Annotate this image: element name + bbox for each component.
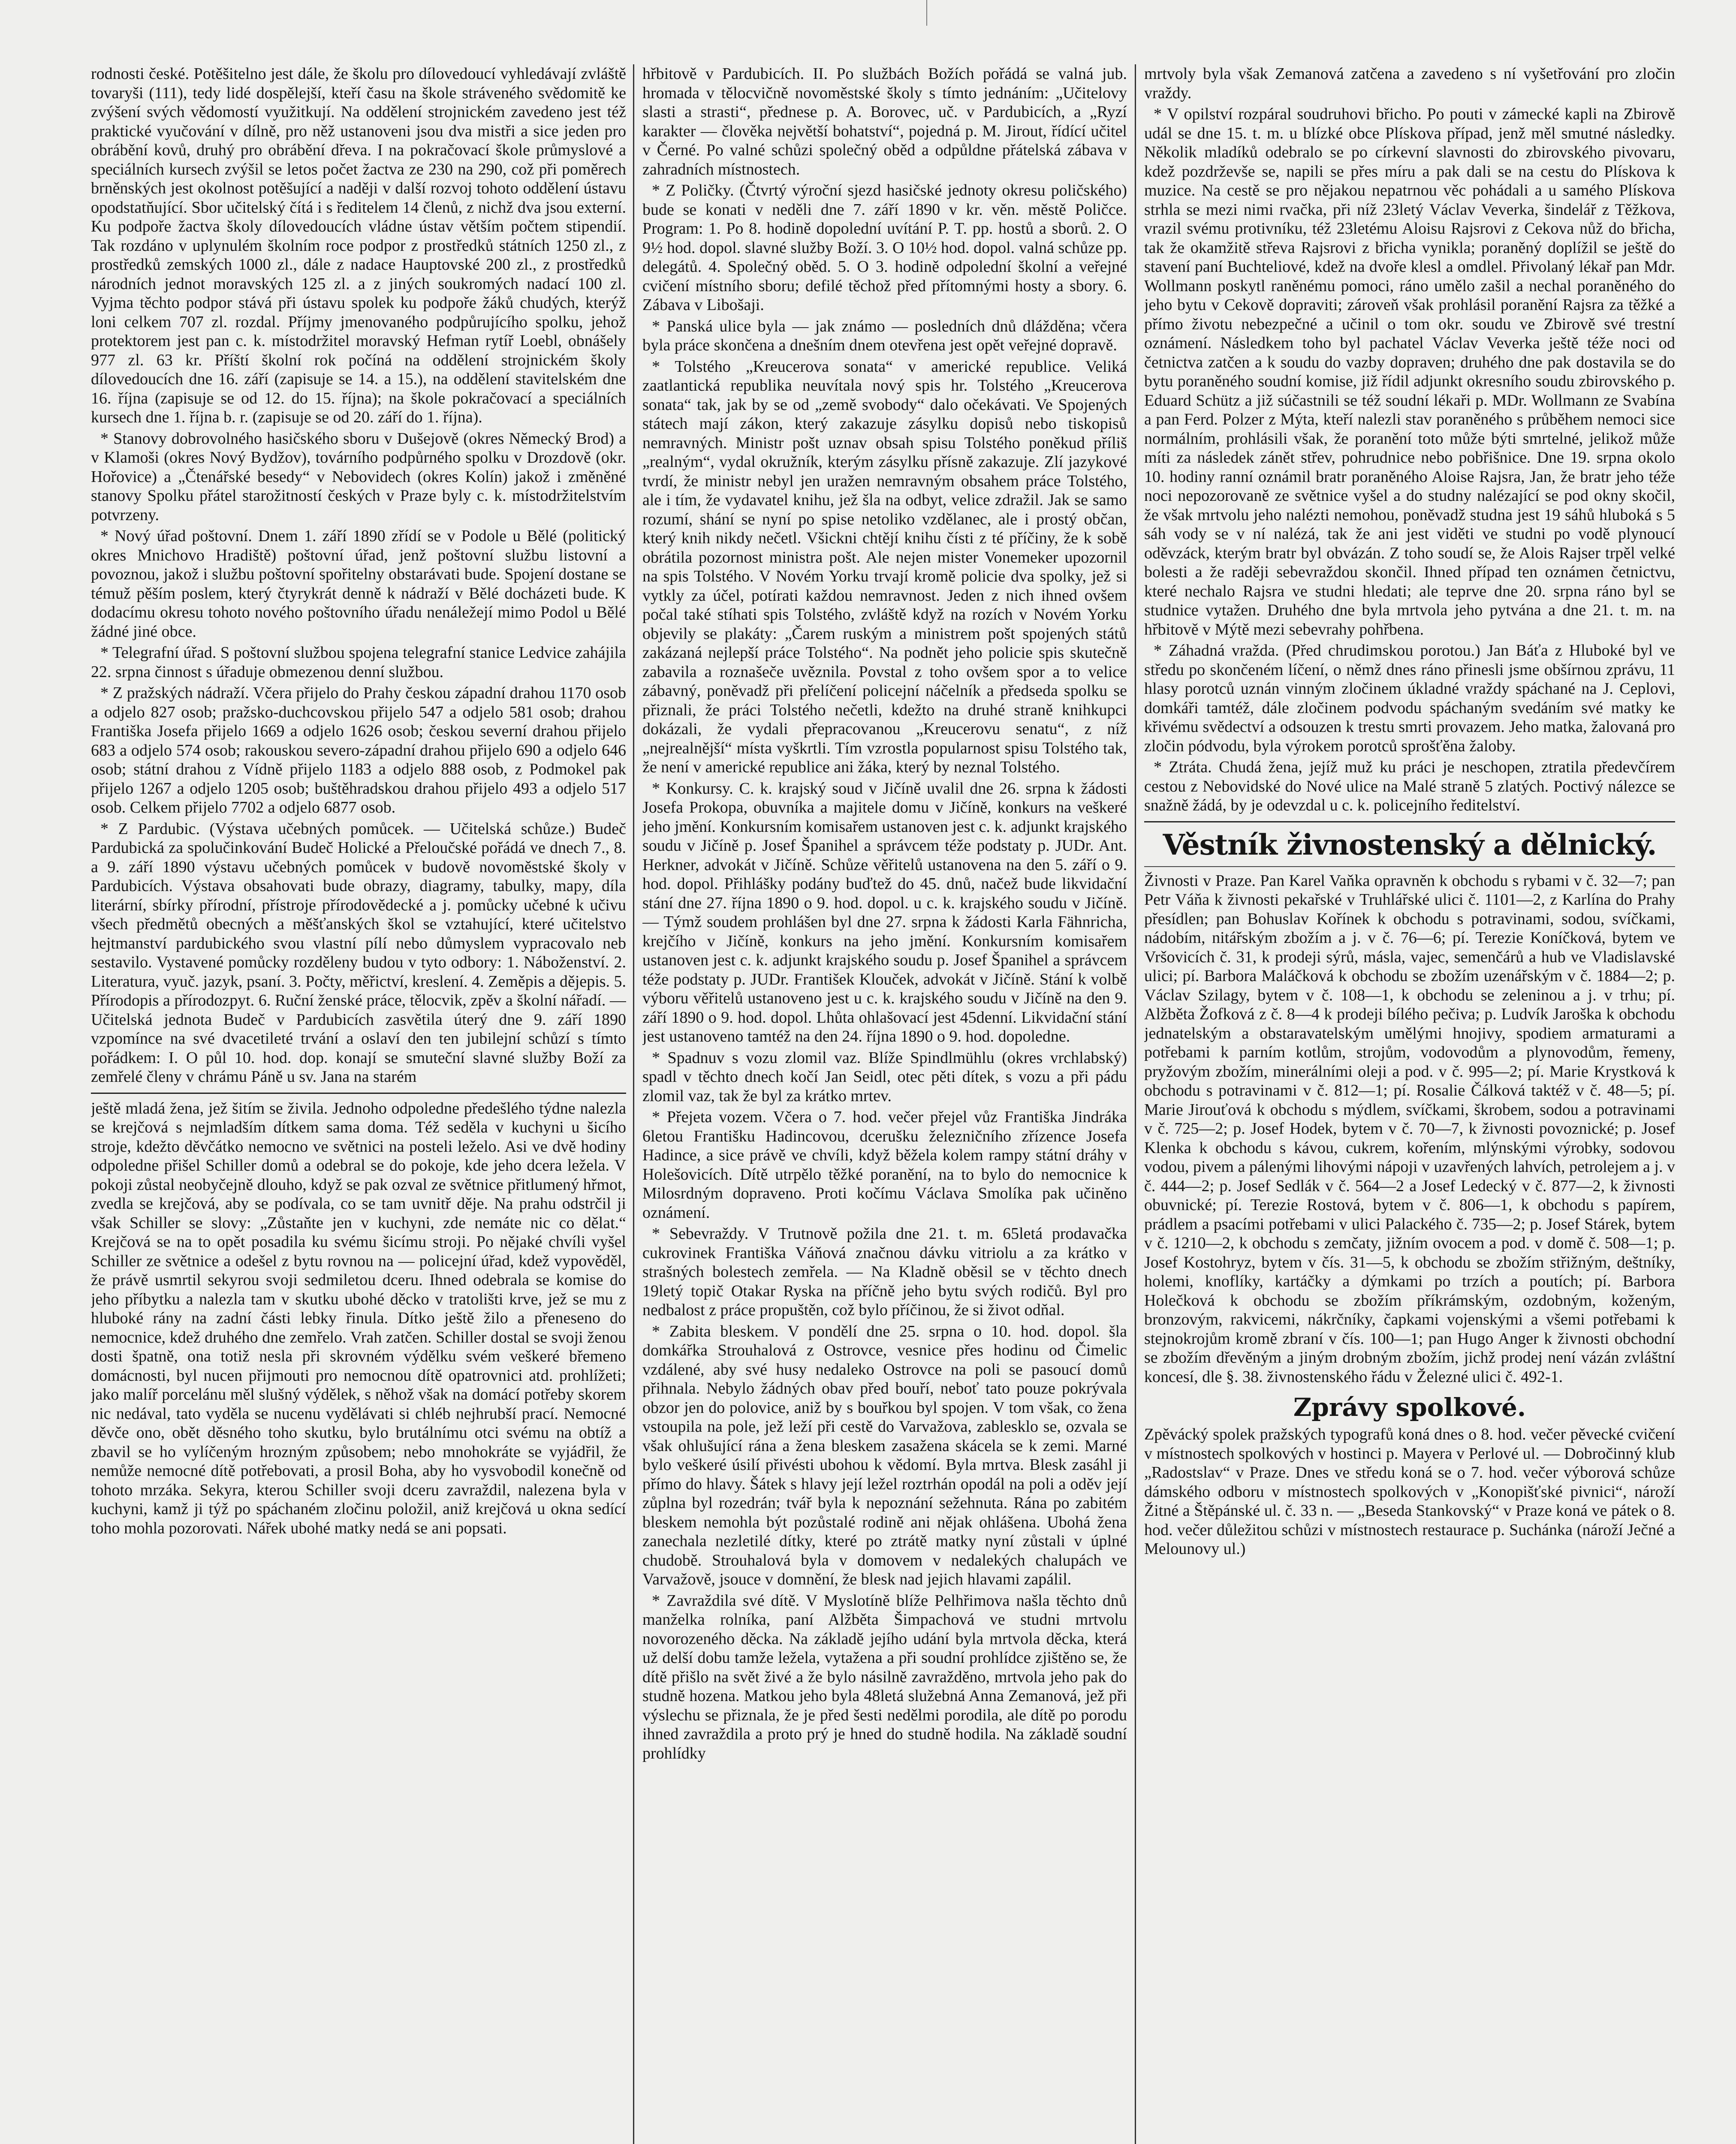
article-paragraph: * Stanovy dobrovolného hasičského sboru v Dušejově (okres Německý Brod) a v Klamoši (okres Nový Bydžov), továrního podpůrného spolku v Drozdově (okr. Hořovice) a „Čtenářské besedy“ v Nebovidech (okres Kolín) jakož i změněné stanovy Spolku přátel starožitností českých v Praze byly c. k. místodržitelstvím potvrzeny. xyxy=(91,429,626,524)
article-paragraph: * Záhadná vražda. (Před chrudimskou porotou.) Jan Báťa z Hluboké byl ve středu po skončeném líčení, o němž dnes ráno přinesli jsme obšírnou zprávu, 11 hlasy porotců uznán vinným zločinem úkladné vraždy spáchané na J. Ceplovi, domkáři tamtéž, dále zločinem podvodu spáchaným svedáním své matky ke křivému svědectví a odsouzen k trestu smrti provazem. Jeho matka, žalovaná pro zločin pódvodu, byla výrokem porotců sprošťěna žaloby. xyxy=(1144,641,1675,755)
column-2 xyxy=(642,64,1127,2144)
column-1 xyxy=(91,64,626,2144)
section-rule xyxy=(1144,866,1675,867)
column-3 xyxy=(1144,64,1675,2144)
article-paragraph: Živnosti v Praze. Pan Karel Vaňka opravněn k obchodu s rybami v č. 32—7; pan Petr Váňa k živnosti pekařské v Truhlářské ulici č. 1101—2, z Karlína do Prahy přesídlen; pan Bohuslav Kořínek k obchodu s potravinami, sodou, svíčkami, nádobím, nitářským zbožím a j. v č. 76—6; pí. Terezie Koníčková, bytem ve Vršovicích č. 31, k prodeji sýrů, másla, vajec, semenčárů a hub ve Vladislavské ulici; pí. Barbora Maláčková k obchodu se zbožím uzenářským v č. 1884—2; p. Václav Szilagy, bytem v č. 108—1, k obchodu se zeleninou a j. v trhu; pí. Alžběta Žofková z č. 8—4 k prodeji bílého pečiva; p. Ludvík Jaroška k obchodu jednatelským a obstaravatelským umělými hnojivy, spodiem armaturami a potřebami k parním kotlům, strojům, vodovodům a plynovodům, řemeny, pryžovým zbožím, minerálními oleji a pod. v č. 995—2; pí. Marie Krystková k obchodu s potravinami v č. 812—1; pí. Rosalie Čálková taktéž v č. 48—5; pí. Marie Jirouťová k obchodu s mýdlem, svíčkami, škrobem, sodou a potravinami v č. 725—2; p. Josef Hodek, bytem v č. 70—7, k živnosti povoznické; p. Josef Klenka k obchodu s kávou, cukrem, kořením, mlýnskými výrobky, sodovou vodou, pivem a pálenými lihovými nápoji v uzavřených lahvích, petrolejem a j. v č. 444—2; p. Josef Sedlák v č. 564—2 a Josef Ledecký v č. 877—2, k živnosti obuvnické; pí. Terezie Rostová, bytem v č. 806—1, k obchodu s papírem, prádlem a psacími potřebami v ulici Palackého č. 735—2; p. Josef Stárek, bytem v č. 1210—2, k obchodu s zemčaty, jižním ovocem a pod. v domě č. 508—1; p. Josef Kostohryz, bytem v čís. 31—5, k obchodu se zbožím střižným, deštníky, holemi, knoflíky, kartáčky a dýmkami po trzích a poutích; pí. Barbora Holečková k obchodu se zbožím příkrámským, ozdobným, koženým, bronzovým, rakvicemi, nákrčníky, čapkami vojenskými a všemi potřebami k stejnokrojům kromě zbraní v čís. 100—1; pan Hugo Anger k živnosti obchodní se zbožím dřevěným a jiným drobným zbožím, jichž prodej není vázán zvláštní koncesí, dle §. 38. živnostenského řádu v Železné ulici č. 492-1. xyxy=(1144,871,1675,1386)
section-title-trade-gazette: Věstník živnostenský a dělnický. xyxy=(1163,828,1657,861)
article-paragraph: * Z Poličky. (Čtvrtý výroční sjezd hasičské jednoty okresu poličského) bude se konati v neděli dne 7. září 1890 v kr. věn. městě Poličce. Program: 1. Po 8. hodině dopolední uvítání P. T. pp. hostů a sborů. 2. O 9½ hod. dopol. slavné služby Boží. 3. O 10½ hod. dopol. valná schůze pp. delegátů. 4. Společný oběd. 5. O 3. hodině odpolední školní a veřejné cvičení místního sboru; defilé těchož před přítomnými hosty a sbory. 6. Zábava v Libošaji. xyxy=(642,181,1127,314)
article-paragraph: * Spadnuv s vozu zlomil vaz. Blíže Spindlmühlu (okres vrchlabský) spadl v těchto dnech kočí Jan Seidl, otec pěti dítek, s vozu a při pádu zlomil vaz, tak že byl za krátko mrtev. xyxy=(642,1048,1127,1105)
article-paragraph: Zpěvácký spolek pražských typografů koná dnes o 8. hod. večer pěvecké cvičení v místnostech spolkových v hostinci p. Mayera v Perlové ul. — Dobročinný klub „Radostslav“ v Praze. Dnes ve středu koná se o 7. hod. večer výborová schůze dámského odboru v místnostech spolkových v „Konopišťské pivnici“, nároží Žitné a Štěpánské ul. č. 33 n. — „Beseda Stankovský“ v Praze koná ve pátek o 8. hod. večer důležitou schůzi v místnostech restaurace p. Suchánka (nároží Ječné a Melounovy ul.) xyxy=(1144,1425,1675,1558)
column-rule xyxy=(633,64,634,2144)
article-paragraph: * Z pražských nádraží. Včera přijelo do Prahy českou západní drahou 1170 osob a odjelo 827 osob; pražsko-duchcovskou přijelo 547 a odjelo 581 osob; drahou Františka Josefa přijelo 1669 a odjelo 1626 osob; českou severní drahou přijelo 683 a odjelo 574 osob; rakouskou severo-západní drahou přijelo 690 a odjelo 646 osob; státní drahou z Vídně přijelo 1183 a odjelo 888 osob, z Podmokel pak přijelo 1267 a odjelo 1205 osob; buštěhradskou drahou přijelo 493 a odjelo 517 osob. Celkem přijelo 7702 a odjelo 6877 osob. xyxy=(91,684,626,816)
article-paragraph: * Z Pardubic. (Výstava učebných pomůcek. — Učitelská schůze.) Budeč Pardubická za spolučinkování Budeč Holické a Přeloučské pořádá ve dnech 7., 8. a 9. září 1890 výstavu učebných pomůcek v budově novoměstské školy v Pardubicích. Výstava obsahovati bude obrazy, diagramy, tabulky, mapy, díla literární, sbírky přírodní, přístroje přírodovědecké a j. pomůcky učebné k učivu všech předmětů obecných a měšťanských škol se vztahující, které učitelstvo hejtmanství pardubického svou vlastní pílí nebo důmyslem vypracovalo neb sestavilo. Vystavené pomůcky rozděleny budou v tyto odbory: 1. Náboženství. 2. Literatura, vyuč. jazyk, psaní. 3. Počty, měřictví, kreslení. 4. Zeměpis a dějepis. 5. Přírodopis a přírodozpyt. 6. Ruční ženské práce, tělocvik, zpěv a školní nářadí. — Učitelská jednota Budeč v Pardubicích zasvětila úterý dne 9. září 1890 vzpomínce na své dvacetileté trvání a oslaví den ten jubilejní schůzí s tímto pořádkem: I. O půl 10. hod. dop. konají se smuteční slavné služby Boží za zemřelé členy v chrámu Páně u sv. Jana na starém xyxy=(91,819,626,1086)
article-paragraph: * Nový úřad poštovní. Dnem 1. září 1890 zřídí se v Podole u Bělé (politický okres Mnichovo Hradiště) poštovní úřad, jenž poštovní službu listovní a povoznou, jakož i službu poštovní spořitelny obstarávati bude. Spojení dostane se témuž pěším poslem, který čtyrykrát denně k nádraží v Bělé docházeti bude. K dodacímu okresu tohoto nového poštovního úřadu nenáležejí mimo Podol u Bělé žádné jiné obce. xyxy=(91,527,626,641)
article-paragraph: * Panská ulice byla — jak známo — posledních dnů dlážděna; včera byla práce skončena a dnešním dnem otevřena jest opět veřejné dopravě. xyxy=(642,317,1127,354)
article-paragraph: rodnosti české. Potěšitelno jest dále, že školu pro dílovedoucí vyhledávají zvláště tovaryši (111), tedy lidé dospělejší, kteří času na škole stráveného svědomitě ke zvýšení svých vědomostí využitkují. Na oddělení strojnickém zavedeno jest též praktické vyučování v dílně, pro něž ustanoveni jsou dva mistři a sice jeden pro obrábění kovů, druhý pro obrábění dřeva. I na pokračovací škole průmyslové a speciálních kursech zvýšil se letos počet žactva ze 230 na 290, což při poměrech brněnských jest okolnost potěšující a naději v další rozvoj tohoto oddělení ústavu opodstatňující. Sbor učitelský čítá i s ředitelem 14 členů, z nichž dva jsou externí. Ku podpoře žactva školy dílovedoucích vládne ústav větším počtem stipendií. Tak rozdáno v uplynulém školním roce podpor z prostředků státních 1250 zl., z prostředků zemských 1000 zl., dále z nadace Hauptovské 200 zl., z prostředků národních jednot moravských 125 zl. a z jiných soukromých nadací 100 zl. Vyjma těchto podpor stává při ústavu spolek ku podpoře žáků chudých, kterýž loni celkem 707 zl. rozdal. Příjmy jmenovaného podpůrujícího spolku, jehož protektorem jest pan c. k. místodržitel moravský Hefman rytíř Loebl, obnášely 977 zl. 63 kr. Příští školní rok počíná na oddělení strojnickém školy dílovedoucích dne 16. září (zapisuje se 14. a 15.), na oddělení stavitelském dne 16. října (zapisuje se od 12. do 15. října); na škole pokračovací a speciálních kursech dne 1. října b. r. (zapisuje se od 20. září do 1. října). xyxy=(91,65,626,426)
article-paragraph: * Telegrafní úřad. S poštovní službou spojena telegrafní stanice Ledvice zahájila 22. srpna činnost s úřaduje obmezenou denní službou. xyxy=(91,644,626,681)
article-paragraph: * Zabita bleskem. V pondělí dne 25. srpna o 10. hod. dopol. šla domkářka Strouhalová z Ostrovce, vesnice přes hodinu od Čimelic vzdálené, aby své husy nedaleko Ostrovce na poli se pasoucí domů přihnala. Nebylo žádných obav před bouří, neboť tato pouze pokrývala obzor jen do polovice, aniž by s bouřkou byl spojen. V tom však, co žena vstoupila na pole, jež leží při cestě do Varvažova, zablesklo se, ozvala se však ohlušující rána a žena bleskem zasažena skácela se k zemi. Marné bylo veškeré úsilí přivésti ubohou k vědomí. Byla mrtva. Blesk zasáhl ji přímo do hlavy. Šátek s hlavy její ležel roztrhán opodál na poli a oděv její zůplna byl rozedrán; tvář byla k nepoznání sežehnuta. Rána po zabitém bleskem nemohla být pozůstalé rodině ani nějak ohlášena. Ubohá žena zanechala nezletilé dítky, které po ztrátě matky nyní zůstali v úplné chudobě. Strouhalová byla v domovem v nedalekých chalupách ve Varvažově, jsouce v domnění, že blesk nad jejich hlavami zapálil. xyxy=(642,1322,1127,1588)
section-title-club-news: Zprávy spolkové. xyxy=(1293,1393,1526,1422)
page-edge-mark xyxy=(926,0,935,26)
article-paragraph: * V opilství rozpáral soudruhovi břicho. Po pouti v zámecké kapli na Zbirově udál se dne 15. t. m. u blízké obce Plískova případ, jenž měl smutné následky. Několik mladíků odebralo se po církevní slavnosti do zbirovského pivovaru, kdež pozdrževše se, napili se přes míru a pak dali se na cestu do Plískova k muzice. Na cestě se pro nějakou nepatrnou věc pohádali a u samého Plískova strhla se mezi nimi rvačka, při níž 23letý Václav Veverka, šindelář z Těžkova, vrazil svému protivníku, též 23letému Aloisu Rajsrovi z Cekova nůž do břicha, tak že okamžitě střeva Rajsrovi z břicha vynikla; poraněný doplížil se ještě do stavení paní Buchteliové, kdež na dvoře klesl a omdlel. Přivolaný lékař pan Mdr. Wollmann poskytl raněnému pomoci, ráno umělo zašil a nechal poraněného do jeho bytu v Cekově dopraviti; zároveň však prohlásil poranění Rajsra za těžké a přímo životu nebezpečné a učinil o tom okr. soudu ve Zbirově své trestní oznámení. Následkem toho byl pachatel Václav Veverka ještě téže noci od četnictva zatčen a k soudu do vazby dopraven; druhého dne pak dostavila se do bytu poraněného soudní komise, již řídil adjunkt okresního soudu zbirovského p. Eduard Schütz a již súčastnili se též soudní lékaři p. MDr. Wollmann ze Svabína a pan Ferd. Polzer z Mýta, kteří nalezli stav poraněného s průběhem nemoci sice normálním, prohlásili však, že poranění toto může býti smrtelné, jelikož může míti za následek zánět střev, pohrudnice nebo pobřišnice. Dne 19. srpna okolo 10. hodiny ranní oznámil bratr poraněného Aloise Rajsra, Jan, že bratr jeho téže noci nepozorovaně ze světnice vyšel a do studny nalézající se pod okny skočil, že však mrtvolu jeho nalézti nemohou, poněvadž studna jest 19 sáhů hluboká s 5 sáh vody se v ní nalézá, tak že ani jest viděti ve studni po vodě plynoucí oděvzáck, kterým bratr byl obvázán. Z toho soudí se, že Alois Rajser trpěl velké bolesti a že raději sebevraždou skončil. Ihned případ ten oznámen četnictvu, které nechalo Rajsra ve studni hledati; ale teprve dne 20. srpna ráno byl se studnice vytažen. Druhého dne byla mrtvola jeho pytvána a dne 21. t. m. na hřbitově v Mýtě mezi sebevrahy pohřbena. xyxy=(1144,105,1675,638)
article-paragraph: * Sebevraždy. V Trutnově požila dne 21. t. m. 65letá prodavačka cukrovinek Františka Váňová značnou dávku vitriolu a za krátko v strašných bolestech zemřela. — Na Kladně oběsil se v těchto dnech 19letý topič Otakar Ryska na příčně jeho bytu svých rodičů. Byl pro nedbalost z práce propuštěn, což bylo příčinou, že si život odňal. xyxy=(642,1225,1127,1319)
article-paragraph: hřbitově v Pardubicích. II. Po službách Božích pořádá se valná jub. hromada v tělocvičně novoměstské školy s tímto jednáním: „Učitelovy slasti a strasti“, přednese p. A. Borovec, uč. v Pardubicích, a „Ryzí karakter — člověka největší bohatství“, pojedná p. M. Jirout, řídící učitel v Černé. Po valné schůzi společný oběd a odpůldne přátelská zábava v zahradních místnostech. xyxy=(642,65,1127,178)
article-paragraph: * Ztráta. Chudá žena, jejíž muž ku práci je neschopen, ztratila předevčírem cestou z Nebovidské do Nové ulice na Malé straně 5 zlatých. Poctivý nálezce se snažně žádá, by je odevzdal u c. k. policejního ředitelství. xyxy=(1144,758,1675,814)
article-paragraph: * Konkursy. C. k. krajský soud v Jičíně uvalil dne 26. srpna k žádosti Josefa Prokopa, obuvníka a majitele domu v Jičíně, konkurs na veškeré jeho jmění. Konkursním komisařem ustanoven jest c. k. adjunkt krajského soudu v Jičíně p. Josef Španihel a správcem téže podstaty p. JUDr. Ant. Herkner, advokát v Jičíně. Schůze věřitelů ustanovena na den 5. září o 9. hod. dopol. Přihlášky podány buďtež do 45. dnů, načež bude likvidační stání dne 27. října 1890 o 9. hod. dopol. u c. k. krajského soudu v Jičíně. — Týmž soudem prohlášen byl dne 27. srpna k žádosti Karla Fähnricha, krejčího v Jičíně, konkurs na jeho jmění. Konkursním komisařem ustanoven jest c. k. adjunkt krajského soudu p. Josef Španihel a správcem téže podstaty p. JUDr. František Klouček, advokát v Jičíně. Stání k volbě výboru věřitelů ustanoveno jest u c. k. krajského soudu v Jičíně na den 9. září 1890 o 9. hod. dopol. Lhůta ohlašovací jest 45denní. Likvidační stání jest ustanoveno tamtéž na den 24. října 1890 o 9. hod. dopoledne. xyxy=(642,779,1127,1045)
section-rule xyxy=(1144,821,1675,822)
article-paragraph: * Tolstého „Kreucerova sonata“ v americké republice. Veliká zaatlantická republika neuvítala nový spis hr. Tolstého „Kreucerova sonata“ tak, jak by se od „země svobody“ dalo očekávati. Ve Spojených státech mají zákon, který zakazuje zásylku dopisů nebo tiskopisů nemravných. Ministr pošt uznav obsah spisu Tolstého poněkud příliš „realným“, vydal okružník, kterým zásylku přísně zakazuje. Zlí jazykové tvrdí, že ministr nebyl jen uražen nemravným obsahem práce Tolstého, ale i tím, že vydavatel knihu, jež šla na odbyt, velice zdražil. Jak se samo rozumí, shání se nyní po spise netoliko vzdělanec, ale i prostý občan, který knih nikdy nečetl. Všickni chtějí knihu čísti z té příčiny, že k sobě obrátila pozornost ministra pošt. Ale nejen mister Vonemeker upozornil na spis Tolstého. V Novém Yorku trvají kromě policie dva spolky, jež si vytkly za účel, potírati každou nemravnost. Jeden z nich ihned ovšem počal také stíhati spis Tolstého, zvláště když na rozích v Novém Yorku objevily se plakáty: „Čarem ruským a ministrem pošt spojených států zakázaná nejlepší práce Tolstého“. Na podnět jeho policie spis skutečně zabavila a roznašeče uvěznila. Povstal z toho ovšem spor a to velice zábavný, poněvadž při přelíčení policejní náčelník a předseda spolku se přiznali, že práci Tolstého nečetli, kdežto na druhé straně knihkupci dokázali, že vydali přepracovanou „Kreucerovu senatu“, z níž „nejrealnější“ místa vyškrtli. Tím vzrostla popularnost spisu Tolstého tak, že není v americké republice ani žáka, který by neznal Tolstého. xyxy=(642,357,1127,776)
article-paragraph: * Zavraždila své dítě. V Myslotíně blíže Pelhřimova našla těchto dnů manželka rolníka, paní Alžběta Šimpachová ve studni mrtvolu novorozeného děcka. Na základě jejího udání byla mrtvola děcka, která už delší dobu tamže ležela, vytažena a při soudní prohlídce zjištěno se, že dítě přišlo na svět živé a že bylo násilně zavražděno, mrtvola jeho pak do studně hozena. Matkou jeho byla 48letá služebná Anna Zemanová, jež při výslechu se přiznala, že je před šesti nedělmi porodila, ale dítě po porodu ihned zavraždila a proto prý je hned do studně hodila. Na základě soudní prohlídky xyxy=(642,1591,1127,1762)
column-rule xyxy=(1135,64,1136,2144)
article-paragraph: ještě mladá žena, jež šitím se živila. Jednoho odpoledne předešlého týdne nalezla se krejčová s nejmladším dítkem sama doma. Též seděla v kuchyni u šicího stroje, kdežto děvčátko nemocno ve světnici na posteli leželo. Asi ve dvě hodiny odpoledne přišel Schiller domů a odebral se do pokoje, kde jeho dcera ležela. V pokoji zůstal neobyčejně dlouho, když se pak ozval ze světnice přitlumený hřmot, zvedla se krejčová, aby se podívala, co se tam uvnitř děje. Na prahu odstrčil ji však Schiller se slovy: „Zůstaňte jen v kuchyni, zde nemáte nic co dělat.“ Krejčová se na to opět posadila ku svému šicímu stroji. Po nějaké chvíli vyšel Schiller ze světnice a odešel z bytu rovnou na — policejní úřad, kdež vypověděl, že právě usmrtil sekyrou svoji sedmiletou dceru. Ihned odebrala se komise do jeho příbytku a nalezla tam v skutku ubohé děcko v tratolišti krve, jež se mu z hluboké rány na zadní části lebky řinula. Dítko ještě žilo a přeneseno do nemocnice, kdež druhého dne zemřelo. Vrah zatčen. Schiller dostal se svoji ženou dosti špatně, ona totiž nesla při skrovném výdělku svém veškeré břemeno domácnosti, byl nucen přijmouti pro nemocnou dítě opatrovnici atd. prohlížeti; jako malíř porcelánu měl slušný výdělek, s něhož však na domácí potřeby skorem nic nedával, tato vyděla se nucenu vydělávati si chléb nejhrubší prací. Nemocné děvče ono, obět děsného toho skutku, bylo brutálnímu otci svému na obtíž a zbavil se ho vylíčeným hrozným způsobem; nebo mnohokráte se vyjádřil, že nemůže nemocné dítě potřebovati, a prosil Boha, aby ho vysvobodil konečně od tohoto mrzáka. Sekyra, kterou Schiller svoji dceru zavraždil, nalezena byla v kuchyni, kamž ji týž po spáchaném zločinu položil, aniž krejčová u okna sedící toho mohla pozorovati. Nářek ubohé matky nedá se ani popsati. xyxy=(91,1099,626,1537)
article-paragraph: * Přejeta vozem. Včera o 7. hod. večer přejel vůz Františka Jindráka 6letou Františku Hadincovou, dcerušku železničního zřízence Josefa Hadince, a sice právě ve chvíli, když běžela kolem rampy státní dráhy v Holešovicích. Dítě utrpělo těžké poranění, na to bylo do nemocnice k Milosrdným dopraveno. Proti kočímu Václava Smolíka pak učiněno oznámení. xyxy=(642,1108,1127,1222)
article-paragraph: mrtvoly byla však Zemanová zatčena a zavedeno s ní vyšetřování pro zločin vraždy. xyxy=(1144,65,1675,102)
section-rule xyxy=(91,1093,626,1094)
